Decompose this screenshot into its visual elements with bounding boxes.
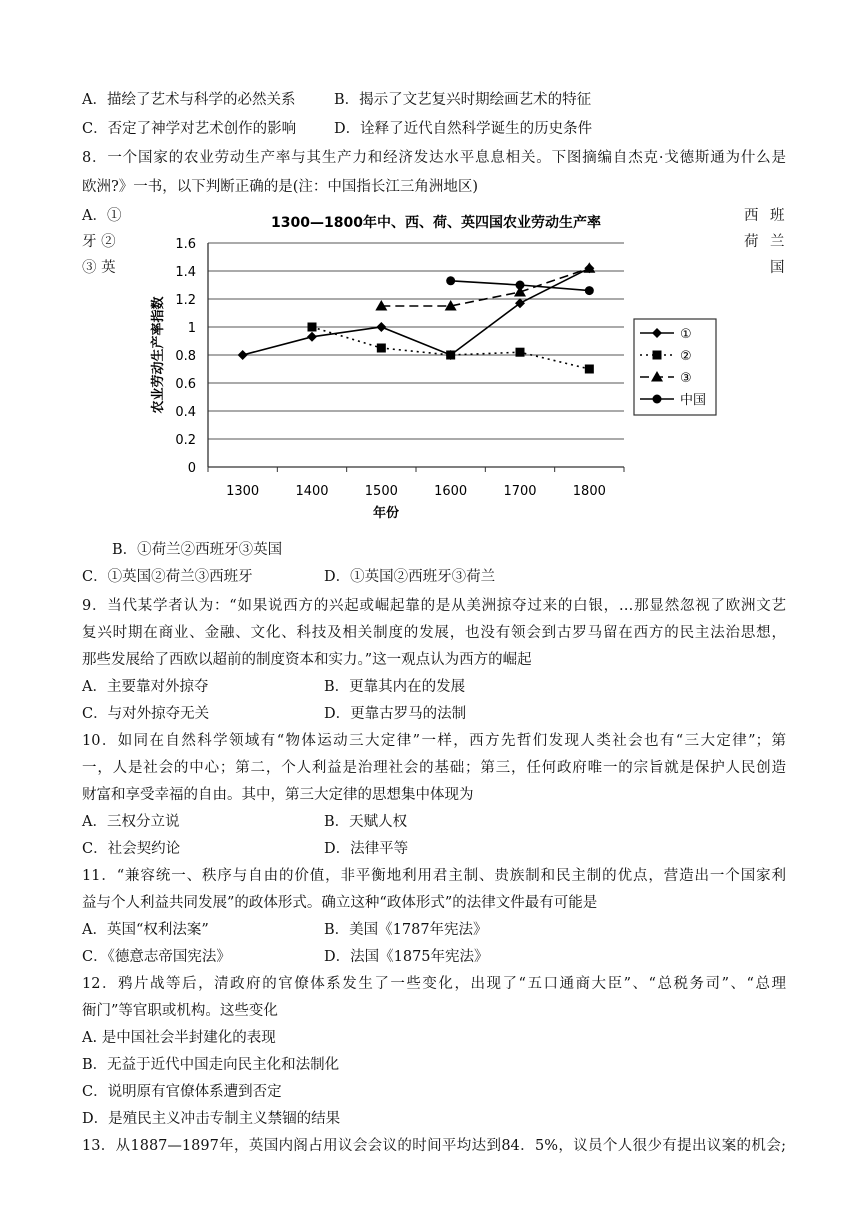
q7-option-d: D．诠释了近代自然科学诞生的历史条件 [334, 121, 593, 137]
q7-option-a: A．描绘了艺术与科学的必然关系 [82, 92, 296, 108]
q9-stem-line1: 9．当代某学者认为：“如果说西方的兴起或崛起靠的是从美洲掠夺过来的白银，…那显然忽视了欧洲文艺 [82, 598, 786, 614]
x-tick-label: 1800 [572, 484, 606, 499]
x-tick-label: 1600 [434, 484, 468, 499]
q9-option-a: A．主要靠对外掠夺 [82, 679, 209, 695]
q8-stem-line2: 欧洲?》一书，以下判断正确的是(注：中国指长江三角洲地区) [82, 179, 479, 195]
q10-stem-line2: 一，人是社会的中心；第二，个人利益是治理社会的基础；第三，任何政府唯一的宗旨就是保护人民创造 [82, 760, 786, 776]
q11-option-d: D．法国《1875年宪法》 [324, 949, 489, 965]
q8-option-d: D．①英国②西班牙③荷兰 [324, 569, 496, 585]
y-tick-label: 0.2 [175, 433, 196, 448]
legend-label: 中国 [680, 393, 707, 408]
q8-option-a-left-3: ③ 英 [82, 260, 116, 276]
legend-label: ③ [680, 371, 692, 386]
q9-option-c: C．与对外掠夺无关 [82, 706, 210, 722]
y-axis-label: 农业劳动生产率指数 [151, 296, 166, 414]
q8-option-b: B．①荷兰②西班牙③英国 [112, 542, 283, 558]
q11-stem-line2: 益与个人利益共同发展”的政体形式。确立这种“政体形式”的法律文件最有可能是 [82, 895, 598, 911]
y-tick-label: 1 [187, 321, 196, 336]
q9-option-b: B．更靠其内在的发展 [324, 679, 466, 695]
series-4-point [516, 281, 525, 290]
series-2-point [377, 344, 386, 353]
y-tick-label: 0.8 [175, 349, 196, 364]
q10-option-b: B．天赋人权 [324, 814, 408, 830]
series-4-point [446, 276, 455, 285]
q12-option-a: A. 是中国社会半封建化的表现 [82, 1030, 276, 1046]
q8-option-a-left-2: 牙 ② [82, 234, 116, 250]
series-1-point [238, 350, 248, 360]
q8-option-a-right-1b: 班 [770, 208, 785, 224]
chart-title: 1300—1800年中、西、荷、英四国农业劳动生产率 [271, 215, 601, 231]
q10-option-a: A．三权分立说 [82, 814, 180, 830]
legend-label: ① [680, 327, 692, 342]
q9-option-d: D．更靠古罗马的法制 [324, 706, 467, 722]
series-2-point [308, 323, 317, 332]
q7-option-c: C．否定了神学对艺术创作的影响 [82, 121, 297, 137]
productivity-line-chart [140, 205, 740, 523]
y-tick-label: 0.6 [175, 377, 196, 392]
legend-swatch-marker [653, 395, 662, 404]
legend-swatch-marker [653, 351, 662, 360]
q8-option-c: C．①英国②荷兰③西班牙 [82, 569, 253, 585]
y-tick-label: 1.4 [175, 265, 196, 280]
q12-stem-line1: 12．鸦片战等后，清政府的官僚体系发生了一些变化，出现了“五口通商大臣”、“总税务司”、“总理 [82, 976, 786, 992]
q9-stem-line2: 复兴时期在商业、金融、文化、科技及相关制度的发展，也没有领会到古罗马留在西方的民主法治思想， [82, 625, 786, 641]
q12-stem-line2: 衙门”等官职或机构。这些变化 [82, 1003, 278, 1019]
q12-option-c: C．说明原有官僚体系遭到否定 [82, 1084, 282, 1100]
x-tick-label: 1700 [503, 484, 537, 499]
y-tick-label: 0.4 [175, 405, 196, 420]
y-tick-label: 1.2 [175, 293, 196, 308]
q10-option-d: D．法律平等 [324, 841, 409, 857]
series-4-point [585, 286, 594, 295]
series-2-point [516, 348, 525, 357]
q8-option-a-left-1: A．① [82, 208, 122, 224]
q7-option-b: B．揭示了文艺复兴时期绘画艺术的特征 [334, 92, 592, 108]
series-2-point [446, 351, 455, 360]
q13-stem-line1: 13．从1887—1897年，英国内阁占用议会会议的时间平均达到84．5%，议员个人很少有提出议案的机会; [82, 1138, 786, 1154]
x-tick-label: 1300 [226, 484, 260, 499]
q11-option-c: C．《德意志帝国宪法》 [82, 949, 231, 965]
series-1-point [307, 332, 317, 342]
q9-stem-line3: 那些发展给了西欧以超前的制度资本和实力。”这一观点认为西方的崛起 [82, 652, 532, 668]
q12-option-d: D．是殖民主义冲击专制主义禁锢的结果 [82, 1111, 341, 1127]
q10-stem-line3: 财富和享受幸福的自由。其中，第三大定律的思想集中体现为 [82, 787, 474, 803]
x-tick-label: 1400 [295, 484, 329, 499]
q11-stem-line1: 11．“兼容统一、秩序与自由的价值，非平衡地利用君主制、贵族制和民主制的优点，营造出一个国家利 [82, 868, 786, 884]
q10-stem-line1: 10．如同在自然科学领域有“物体运动三大定律”一样，西方先哲们发现人类社会也有“三大定律”；第 [82, 733, 786, 749]
x-tick-label: 1500 [364, 484, 398, 499]
series-3-line [381, 268, 589, 306]
series-1-point [376, 322, 386, 332]
q8-option-a-right-2a: 荷 [744, 234, 759, 250]
q8-option-a-right-1a: 西 [744, 208, 759, 224]
series-2-point [585, 365, 594, 374]
series-1-line [243, 268, 590, 355]
q12-option-b: B．无益于近代中国走向民主化和法制化 [82, 1057, 340, 1073]
series-2-line [312, 327, 589, 369]
q8-option-a-right-2b: 兰 [770, 234, 785, 250]
q10-option-c: C．社会契约论 [82, 841, 181, 857]
q11-option-a: A．英国“权利法案” [82, 922, 209, 938]
q8-stem-line1: 8．一个国家的农业劳动生产率与其生产力和经济发达水平息息相关。下图摘编自杰克·戈德斯通为什么是 [82, 150, 786, 166]
x-axis-label: 年份 [372, 506, 400, 521]
q8-option-a-right-3b: 国 [770, 260, 785, 276]
q11-option-b: B．美国《1787年宪法》 [324, 922, 488, 938]
y-tick-label: 0 [187, 461, 196, 476]
y-tick-label: 1.6 [175, 237, 196, 252]
legend-label: ② [680, 349, 692, 364]
